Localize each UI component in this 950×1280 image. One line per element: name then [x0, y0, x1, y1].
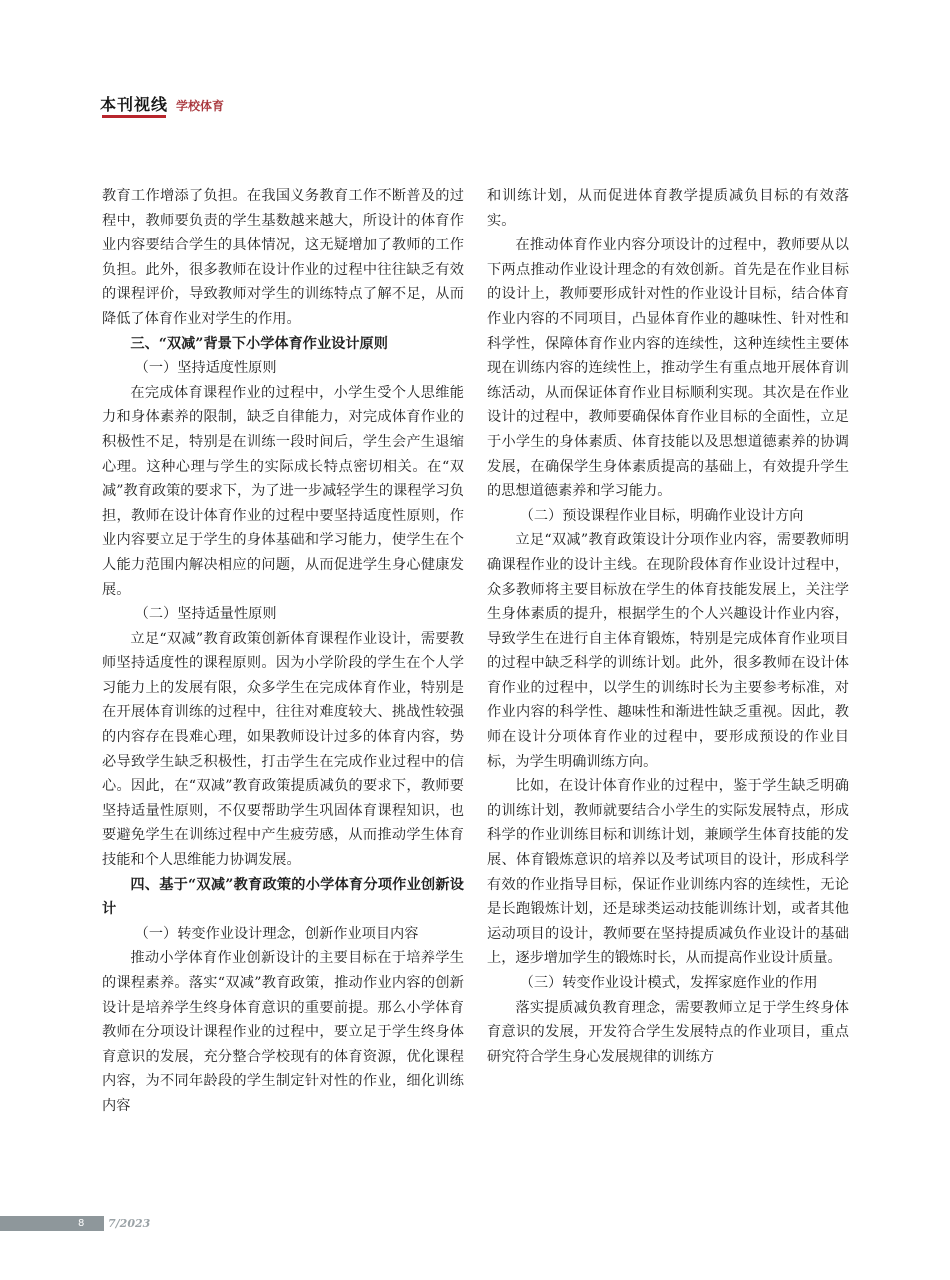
left-column — [102, 184, 464, 1119]
page-number: 8 — [78, 1218, 85, 1229]
paragraph: 立足“双减”教育政策设计分项作业内容，需要教师明确课程作业的设计主线。在现阶段体育作业设计过程中，众多教师将主要目标放在学生的体育技能发展上，关注学生身体素质的提升，根据学生的个人兴趣设计作业内容，导致学生在进行自主体育锻炼，特别是完成体育作业项目的过程中缺乏科学的训练计划。此外，很多教师在设计体育作业的过程中，以学生的训练时长为主要参考标准，对作业内容的科学性、趣味性和渐进性缺乏重视。因此，教师在设计分项体育作业的过程中，要形成预设的作业目标，为学生明确训练方向。 — [487, 532, 849, 770]
right-column — [487, 184, 849, 1069]
section-label: 学校体育 — [176, 99, 225, 113]
subsection-heading: （一）坚持适度性原则 — [134, 360, 277, 377]
paragraph: 比如，在设计体育作业的过程中，鉴于学生缺乏明确的训练计划，教师就要结合小学生的实际发展特点，形成科学的作业训练目标和训练计划，兼顾学生体育技能的发展、体育锻炼意识的培养以及考试项目的设计，形成科学有效的作业指导目标，保证作业训练内容的连续性，无论是长跑锻炼计划，还是球类运动技能训练计划，或者其他运动项目的设计，教师要在坚持提质减负作业设计的基础上，逐步增加学生的锻炼时长，从而提高作业设计质量。 — [487, 778, 849, 967]
paragraph: 推动小学体育作业创新设计的主要目标在于培养学生的课程素养。落实“双减”教育政策，推动作业内容的创新设计是培养学生终身体育意识的重要前提。那么小学体育教师在分项设计课程作业的过程中，要立足于学生终身体育意识的发展，充分整合学校现有的体育资源，优化课程内容，为不同年龄段的学生制定针对性的作业，细化训练内容 — [102, 950, 464, 1114]
paragraph: 在完成体育课程作业的过程中，小学生受个人思维能力和身体素养的限制，缺乏自律能力，对完成体育作业的积极性不足，特别是在训练一段时间后，学生会产生退缩心理。这种心理与学生的实际成长特点密切相关。在“双减”教育政策的要求下，为了进一步减轻学生的课程学习负担，教师在设计体育作业的过程中要坚持适度性原则，作业内容要立足于学生的身体基础和学习能力，使学生在个人能力范围内解决相应的问题，从而促进学生身心健康发展。 — [102, 384, 464, 598]
subsection-heading: （三）转变作业设计模式，发挥家庭作业的作用 — [519, 975, 818, 991]
issue-label: 7/2023 — [108, 1217, 151, 1230]
subsection-heading: （一）转变作业设计理念，创新作业项目内容 — [134, 925, 419, 942]
paragraph: 落实提质减负教育理念，需要教师立足于学生终身体育意识的发展，开发符合学生发展特点的作业项目，重点研究符合学生身心发展规律的训练方 — [487, 999, 849, 1065]
header-underline — [102, 115, 166, 118]
subsection-heading: （二）坚持适量性原则 — [134, 606, 277, 623]
paragraph: 教育工作增添了负担。在我国义务教育工作不断普及的过程中，教师要负责的学生基数越来越大，所设计的体育作业内容要结合学生的具体情况，这无疑增加了教师的工作负担。此外，很多教师在设计作业的过程中往往缺乏有效的课程评价，导致教师对学生的训练特点了解不足，从而降低了体育作业对学生的作用。 — [102, 188, 464, 327]
subsection-heading: （二）预设课程作业目标，明确作业设计方向 — [519, 507, 804, 524]
section-heading: 四、基于“双减”教育政策的小学体育分项作业创新设计 — [102, 876, 464, 918]
page-header — [100, 92, 224, 115]
section-heading: 三、“双减”背景下小学体育作业设计原则 — [130, 335, 388, 352]
footer-bar — [0, 1216, 104, 1231]
paragraph: 立足“双减”教育政策创新体育课程作业设计，需要教师坚持适度性的课程原则。因为小学阶段的学生在个人学习能力上的发展有限，众多学生在完成体育作业，特别是在开展体育训练的过程中，往往对难度较大、挑战性较强的内容存在畏难心理，如果教师设计过多的体育内容，势必导致学生缺乏积极性，打击学生在完成作业过程中的信心。因此，在“双减”教育政策提质减负的要求下，教师要坚持适量性原则，不仅要帮助学生巩固体育课程知识，也要避免学生在训练过程中产生疲劳感，从而推动学生体育技能和个人思维能力协调发展。 — [102, 630, 464, 869]
journal-title: 本刊视线 — [100, 95, 169, 114]
paragraph: 和训练计划，从而促进体育教学提质减负目标的有效落实。 — [487, 188, 849, 229]
paragraph: 在推动体育作业内容分项设计的过程中，教师要从以下两点推动作业设计理念的有效创新。首先是在作业目标的设计上，教师要形成针对性的作业设计目标，结合体育作业内容的不同项目，凸显体育作业的趣味性、针对性和科学性，保障体育作业内容的连续性，这种连续性主要体现在训练内容的连续性上，推动学生有重点地开展体育训练活动，从而保证体育作业目标顺利实现。其次是在作业设计的过程中，教师要确保体育作业目标的全面性，立足于小学生的身体素质、体育技能以及思想道德素养的协调发展，在确保学生身体素质提高的基础上，有效提升学生的思想道德素养和学习能力。 — [487, 237, 849, 500]
